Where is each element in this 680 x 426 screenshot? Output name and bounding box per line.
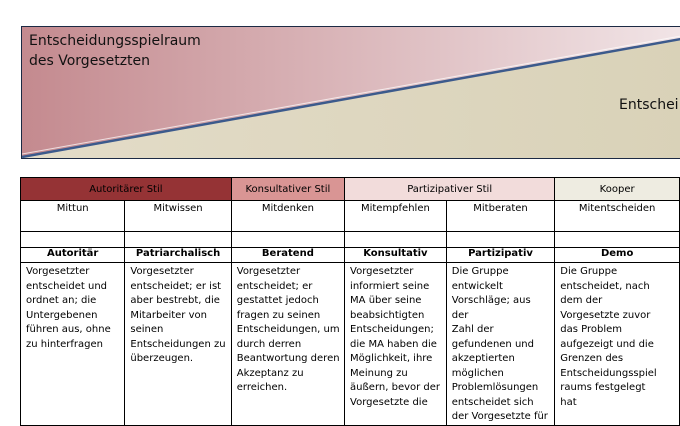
style-name-cell: Patriarchalisch (125, 248, 231, 263)
style-group-row (21, 178, 680, 201)
sub-style-cell: Mittun (21, 201, 125, 232)
style-name-cell: Demo (555, 248, 680, 263)
sub-style-cell: Mitentscheiden (555, 201, 680, 232)
leadership-styles-table (20, 177, 680, 426)
employee-scope-label: Entschei (619, 97, 679, 113)
decision-scope-diagram (21, 26, 680, 159)
style-group-participative: Partizipativer Stil (345, 178, 555, 201)
sub-style-cell: Mitberaten (446, 201, 555, 232)
style-description: Die Gruppe entscheidet, nach dem der Vorgesetzte zuvor das Problem aufgezeigt und die Grenzen des Entscheidungsspiel raums festgelegt hat (560, 266, 657, 408)
style-name-cell: Autoritär (21, 248, 125, 263)
sub-style-cell: Mitwissen (125, 201, 231, 232)
style-description: Vorgesetzter entscheidet und ordnet an; die Untergebenen führen aus, ohne zu hinterfragen (26, 266, 111, 350)
description-row (21, 263, 680, 426)
style-name-cell: Beratend (231, 248, 344, 263)
sub-style-cell: Mitempfehlen (345, 201, 447, 232)
style-group-authoritarian: Autoritärer Stil (21, 178, 232, 201)
style-name-cell: Konsultativ (345, 248, 447, 263)
style-description: Die Gruppe entwickelt Vorschläge; aus der Zahl der gefundenen und akzeptierten möglichen Problemlösungen entscheidet sich der Vorgesetzte für (451, 266, 548, 422)
supervisor-scope-label: Entscheidungsspielraum des Vorgesetzten (29, 33, 201, 69)
style-name-row (21, 248, 680, 263)
style-description: Vorgesetzter informiert seine MA über seine beabsichtigten Entscheidungen; die MA haben die Möglichkeit, ihre Meinung zu äußern, bevor der Vorgesetzte die (350, 266, 441, 408)
blank-row (21, 232, 680, 248)
style-name-cell: Partizipativ (446, 248, 555, 263)
style-group-cooperative: Kooper (555, 178, 680, 201)
sub-style-row (21, 201, 680, 232)
style-group-consultative: Konsultativer Stil (231, 178, 344, 201)
sub-style-cell: Mitdenken (231, 201, 344, 232)
style-description: Vorgesetzter entscheidet; er gestattet jedoch fragen zu seinen Entscheidungen, um durch derren Beantwortung deren Akzeptanz zu erreichen. (236, 266, 340, 393)
style-description: Vorgesetzter entscheidet; er ist aber bestrebt, die Mitarbeiter von seinen Entscheidungen zu überzeugen. (130, 266, 226, 364)
